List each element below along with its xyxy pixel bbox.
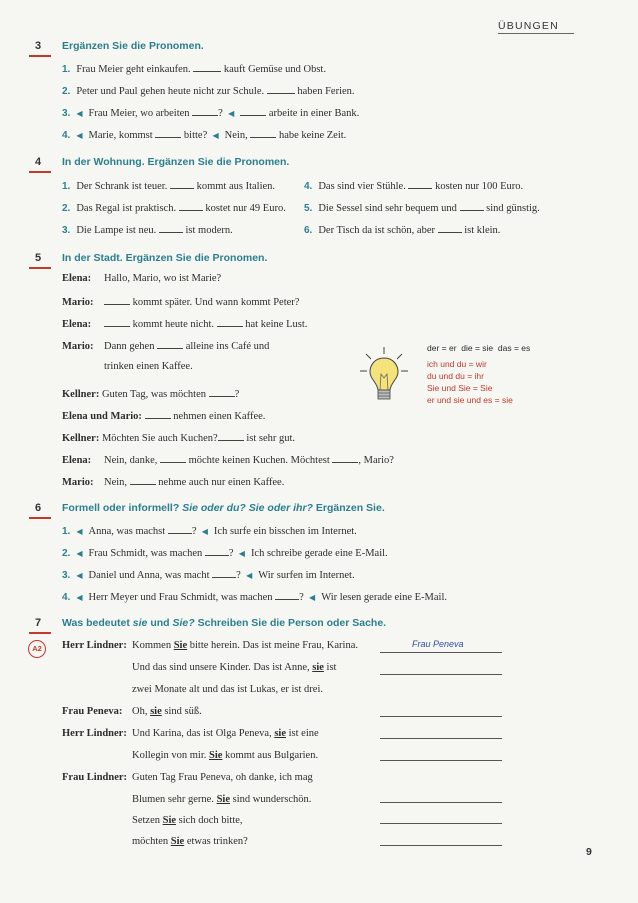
line-text: sich doch bitte, [176, 815, 243, 826]
item-text: Nein, [224, 130, 248, 141]
line-text: Kommen [132, 640, 174, 651]
line-text: Dann gehen [104, 341, 155, 352]
item-text: kosten nur 100 Euro. [435, 181, 524, 192]
item-text: Herr Meyer und Frau Schmidt, was machen [88, 592, 273, 603]
blank-gap[interactable] [168, 524, 192, 534]
tip-text: er [427, 395, 435, 405]
exercise-title [62, 617, 386, 629]
line-text: Oh, [132, 706, 151, 717]
blank-gap[interactable] [104, 317, 130, 327]
tip-row [427, 343, 530, 353]
tip-text: Sie und Sie [427, 383, 471, 393]
item-number: 2. [62, 86, 71, 97]
exercise-item [304, 223, 500, 236]
blank-gap[interactable] [179, 201, 203, 211]
line-text: nehmen einen Kaffee. [173, 411, 266, 422]
blank-gap[interactable] [460, 201, 484, 211]
line-text: ist eine [285, 728, 319, 739]
item-text: habe keine Zeit. [278, 130, 347, 141]
line-text: bitte herein. Das ist meine Frau, Karina. [187, 640, 358, 651]
blank-gap[interactable] [145, 409, 171, 419]
speaker-arrow-icon: ◀ [212, 131, 219, 140]
tip-text: das = es [497, 343, 531, 353]
tip-text: der = er [427, 343, 457, 353]
line-text: , Mario? [358, 455, 394, 466]
item-number: 2. [62, 203, 71, 214]
dialogue-line [62, 640, 358, 651]
exercise-title: In der Wohnung. Ergänzen Sie die Pronomen. [62, 156, 290, 168]
dialogue-line [132, 815, 243, 826]
dialogue-line [62, 453, 394, 466]
answer-line[interactable] [380, 738, 502, 739]
line-text: möchte keinen Kuchen. Möchtest [188, 455, 330, 466]
exercise-item [62, 62, 326, 75]
dialogue-line [132, 794, 311, 805]
dialogue-line [132, 836, 248, 847]
speaker-name: Herr Lindner: [62, 640, 127, 651]
speaker-arrow-icon: ◀ [76, 131, 83, 140]
exercise-item [62, 106, 359, 119]
exercise-number: 6 [35, 502, 51, 514]
title-part: ihr? [293, 502, 313, 514]
speaker-name: Elena und Mario: [62, 411, 142, 422]
dialogue-line [132, 750, 318, 761]
line-text: Kollegin von mir. [132, 750, 209, 761]
page-number: 9 [586, 846, 592, 858]
exercise-title: In der Stadt. Ergänzen Sie die Pronomen. [62, 252, 268, 264]
item-text: Der Schrank ist teuer. [76, 181, 168, 192]
tip-text: = sie [494, 395, 513, 405]
exercise-item [62, 128, 346, 141]
blank-gap[interactable] [217, 317, 243, 327]
line-text: Setzen [132, 815, 163, 826]
exercise-item [62, 84, 355, 97]
blank-gap[interactable] [438, 223, 462, 233]
speaker-name: Herr Lindner: [62, 728, 127, 739]
line-text: zwei Monate alt und das ist Lukas, er ist drei. [132, 684, 323, 695]
dialogue-line [132, 684, 323, 695]
title-part: Ergänzen Sie. [315, 502, 385, 514]
item-number: 5. [304, 203, 313, 214]
speaker-name: Mario: [62, 341, 94, 352]
dialogue-line [62, 317, 307, 330]
tip-text: = Sie [472, 383, 493, 393]
line-text: Guten Tag Frau Peneva, oh danke, ich mag [132, 772, 313, 783]
speaker-arrow-icon: ◀ [76, 571, 83, 580]
blank-gap[interactable] [212, 568, 236, 578]
title-part: oder [267, 502, 291, 514]
page-header: ÜBUNGEN [498, 20, 559, 32]
item-text: ? [236, 570, 241, 581]
title-part: Sie? [172, 617, 195, 629]
exercise-title: Ergänzen Sie die Pronomen. [62, 40, 204, 52]
pronoun: Sie [209, 750, 223, 761]
item-number: 3. [62, 225, 71, 236]
title-part: sie [132, 617, 148, 629]
exercise-item [62, 223, 233, 236]
item-text: haben Ferien. [297, 86, 355, 97]
line-text: ? [234, 389, 240, 400]
dialogue-line [62, 728, 319, 739]
line-text: nehme auch nur einen Kaffee. [158, 477, 285, 488]
answer-line[interactable] [380, 802, 502, 803]
item-text: Anna, was machst [88, 526, 166, 537]
item-number: 1. [62, 181, 71, 192]
line-text: ist [323, 662, 337, 673]
pronoun: sie [312, 662, 324, 673]
item-text: ? [299, 592, 304, 603]
line-text: Nein, danke, [104, 455, 158, 466]
answer-line[interactable] [380, 823, 502, 824]
item-number: 4. [62, 130, 71, 141]
exercise-number: 3 [35, 40, 51, 52]
item-number: 4. [304, 181, 313, 192]
item-text: Wir surfen im Internet. [258, 570, 355, 581]
line-text: Nein, [104, 477, 128, 488]
speaker-arrow-icon: ◀ [228, 109, 235, 118]
level-badge: A2 [28, 640, 46, 658]
line-text: kommt aus Bulgarien. [222, 750, 319, 761]
dialogue-line [132, 662, 336, 673]
speaker-arrow-icon: ◀ [238, 549, 245, 558]
lightbulb-icon [358, 344, 410, 406]
answer-line[interactable] [380, 652, 502, 653]
blank-gap[interactable] [130, 475, 156, 485]
line-text: Möchten Sie auch Kuchen? [101, 433, 218, 444]
item-text: Ich surfe ein bisschen im Internet. [213, 526, 357, 537]
item-number: 1. [62, 526, 71, 537]
line-text: trinken einen Kaffee. [104, 361, 193, 372]
item-text: Die Sessel sind sehr bequem und [318, 203, 457, 214]
blank-gap[interactable] [408, 179, 432, 189]
title-part: Was bedeutet [62, 617, 130, 629]
answer-text: Frau Peneva [412, 639, 464, 649]
item-text: ? [191, 526, 197, 537]
speaker-arrow-icon: ◀ [76, 593, 83, 602]
line-text: etwas trinken? [184, 836, 248, 847]
tip-text: = ihr [467, 371, 484, 381]
item-text: kommt aus Italien. [196, 181, 276, 192]
item-text: Frau Meier, wo arbeiten [88, 108, 190, 119]
item-number: 3. [62, 570, 71, 581]
pronoun: sie [274, 728, 286, 739]
tip-text: ich und du [427, 359, 467, 369]
speaker-arrow-icon: ◀ [246, 571, 253, 580]
item-text: kostet nur 49 Euro. [205, 203, 286, 214]
blank-gap[interactable] [209, 387, 235, 397]
header-rule [498, 33, 574, 34]
pronoun: Sie [173, 640, 188, 651]
item-text: arbeite in einer Bank. [268, 108, 360, 119]
item-text: Die Lampe ist neu. [76, 225, 157, 236]
dialogue-line [62, 431, 295, 444]
answer-line[interactable] [380, 760, 502, 761]
item-text: Ich schreibe gerade eine E-Mail. [250, 548, 388, 559]
item-text: sind günstig. [486, 203, 540, 214]
speaker-arrow-icon: ◀ [76, 109, 83, 118]
item-number: 1. [62, 64, 71, 75]
dialogue-line [104, 361, 193, 372]
speaker-arrow-icon: ◀ [201, 527, 208, 536]
item-text: Wir lesen gerade eine E-Mail. [321, 592, 448, 603]
exercise-item [62, 590, 447, 603]
item-number: 6. [304, 225, 313, 236]
item-text: Frau Meier geht einkaufen. [76, 64, 191, 75]
blank-gap[interactable] [218, 431, 244, 441]
line-text: sind süß. [161, 706, 202, 717]
blank-gap[interactable] [157, 339, 183, 349]
line-text: möchten [132, 836, 171, 847]
exercise-item [62, 201, 286, 214]
blank-gap[interactable] [205, 546, 229, 556]
line-text: ist sehr gut. [246, 433, 296, 444]
line-text: Und Karina, das ist Olga Peneva, [132, 728, 275, 739]
title-part: Sie [248, 502, 265, 514]
blank-gap[interactable] [192, 106, 218, 116]
blank-gap[interactable] [170, 179, 194, 189]
pronoun: sie [150, 706, 162, 717]
tip-text: und es [466, 395, 493, 405]
tip-text: die = sie [461, 343, 494, 353]
pronoun: Sie [170, 836, 185, 847]
pronoun: Sie [216, 794, 230, 805]
speaker-name: Elena: [62, 455, 92, 466]
dialogue-line [62, 387, 239, 400]
line-text: kommt heute nicht. [132, 319, 214, 330]
speaker-name: Kellner: [62, 433, 100, 444]
blank-gap[interactable] [250, 128, 276, 138]
tip-text: du und du [427, 371, 465, 381]
blank-gap[interactable] [275, 590, 299, 600]
exercise-item [62, 524, 357, 537]
speaker-name: Kellner: [62, 389, 100, 400]
exercise-number: 4 [35, 156, 51, 168]
dialogue-line [62, 706, 202, 717]
blank-gap[interactable] [240, 106, 266, 116]
exercise-number: 7 [35, 617, 51, 629]
blank-gap[interactable] [332, 453, 358, 463]
speaker-arrow-icon: ◀ [76, 527, 83, 536]
line-text: Hallo, Mario, wo ist Marie? [104, 273, 222, 284]
dialogue-line [62, 273, 221, 284]
line-text: kommt später. Und wann kommt Peter? [132, 297, 300, 308]
item-text: kauft Gemüse und Obst. [223, 64, 326, 75]
line-text: Und das sind unsere Kinder. Das ist Anne, [132, 662, 313, 673]
tip-row [427, 395, 513, 405]
blank-gap[interactable] [104, 295, 130, 305]
title-part: Schreiben Sie die Person oder Sache. [197, 617, 387, 629]
item-text: Der Tisch da ist schön, aber [318, 225, 435, 236]
speaker-name: Mario: [62, 477, 94, 488]
blank-gap[interactable] [155, 128, 181, 138]
speaker-name: Elena: [62, 319, 92, 330]
line-text: alleine ins Café und [185, 341, 270, 352]
item-text: Das Regal ist praktisch. [76, 203, 177, 214]
item-text: ist klein. [464, 225, 501, 236]
line-text: Blumen sehr gerne. [132, 794, 217, 805]
exercise-title [62, 502, 385, 514]
item-number: 4. [62, 592, 71, 603]
line-text: hat keine Lust. [245, 319, 308, 330]
tip-row [427, 359, 487, 369]
item-text: ? [218, 108, 223, 119]
title-part: Formell oder informell? [62, 502, 180, 514]
title-part: oder [200, 502, 224, 514]
item-text: Marie, kommst [88, 130, 153, 141]
speaker-name: Frau Peneva: [62, 706, 123, 717]
speaker-name: Elena: [62, 273, 92, 284]
dialogue-line [62, 295, 299, 308]
item-number: 2. [62, 548, 71, 559]
dialogue-line [62, 409, 265, 422]
line-text: Guten Tag, was möchten [101, 389, 206, 400]
item-text: bitte? [183, 130, 208, 141]
title-part: Sie [182, 502, 198, 514]
exercise-item [62, 546, 388, 559]
title-part: du? [226, 502, 246, 514]
tip-text: = wir [468, 359, 487, 369]
line-text: sind wunderschön. [229, 794, 312, 805]
exercise-item [62, 568, 355, 581]
tip-row [427, 383, 492, 393]
speaker-name: Frau Lindner: [62, 772, 128, 783]
exercise-number: 5 [35, 252, 51, 264]
blank-gap[interactable] [160, 453, 186, 463]
blank-gap[interactable] [267, 84, 295, 94]
blank-gap[interactable] [159, 223, 183, 233]
item-text: Peter und Paul gehen heute nicht zur Schule. [76, 86, 265, 97]
item-text: Daniel und Anna, was macht [88, 570, 210, 581]
exercise-item [62, 179, 275, 192]
title-part: und [150, 617, 170, 629]
pronoun: Sie [162, 815, 177, 826]
dialogue-line [62, 339, 269, 352]
tip-row [427, 371, 484, 381]
speaker-arrow-icon: ◀ [309, 593, 316, 602]
tip-text: und sie [436, 395, 465, 405]
item-text: Frau Schmidt, was machen [88, 548, 203, 559]
item-text: ist modern. [185, 225, 233, 236]
item-number: 3. [62, 108, 71, 119]
item-text: ? [228, 548, 234, 559]
speaker-name: Mario: [62, 297, 94, 308]
answer-line[interactable] [380, 845, 502, 846]
blank-gap[interactable] [193, 62, 221, 72]
exercise-item [304, 201, 540, 214]
answer-line[interactable] [380, 716, 502, 717]
item-text: Das sind vier Stühle. [318, 181, 406, 192]
answer-line[interactable] [380, 674, 502, 675]
dialogue-line [62, 772, 313, 783]
speaker-arrow-icon: ◀ [76, 549, 83, 558]
exercise-item [304, 179, 523, 192]
dialogue-line [62, 475, 284, 488]
